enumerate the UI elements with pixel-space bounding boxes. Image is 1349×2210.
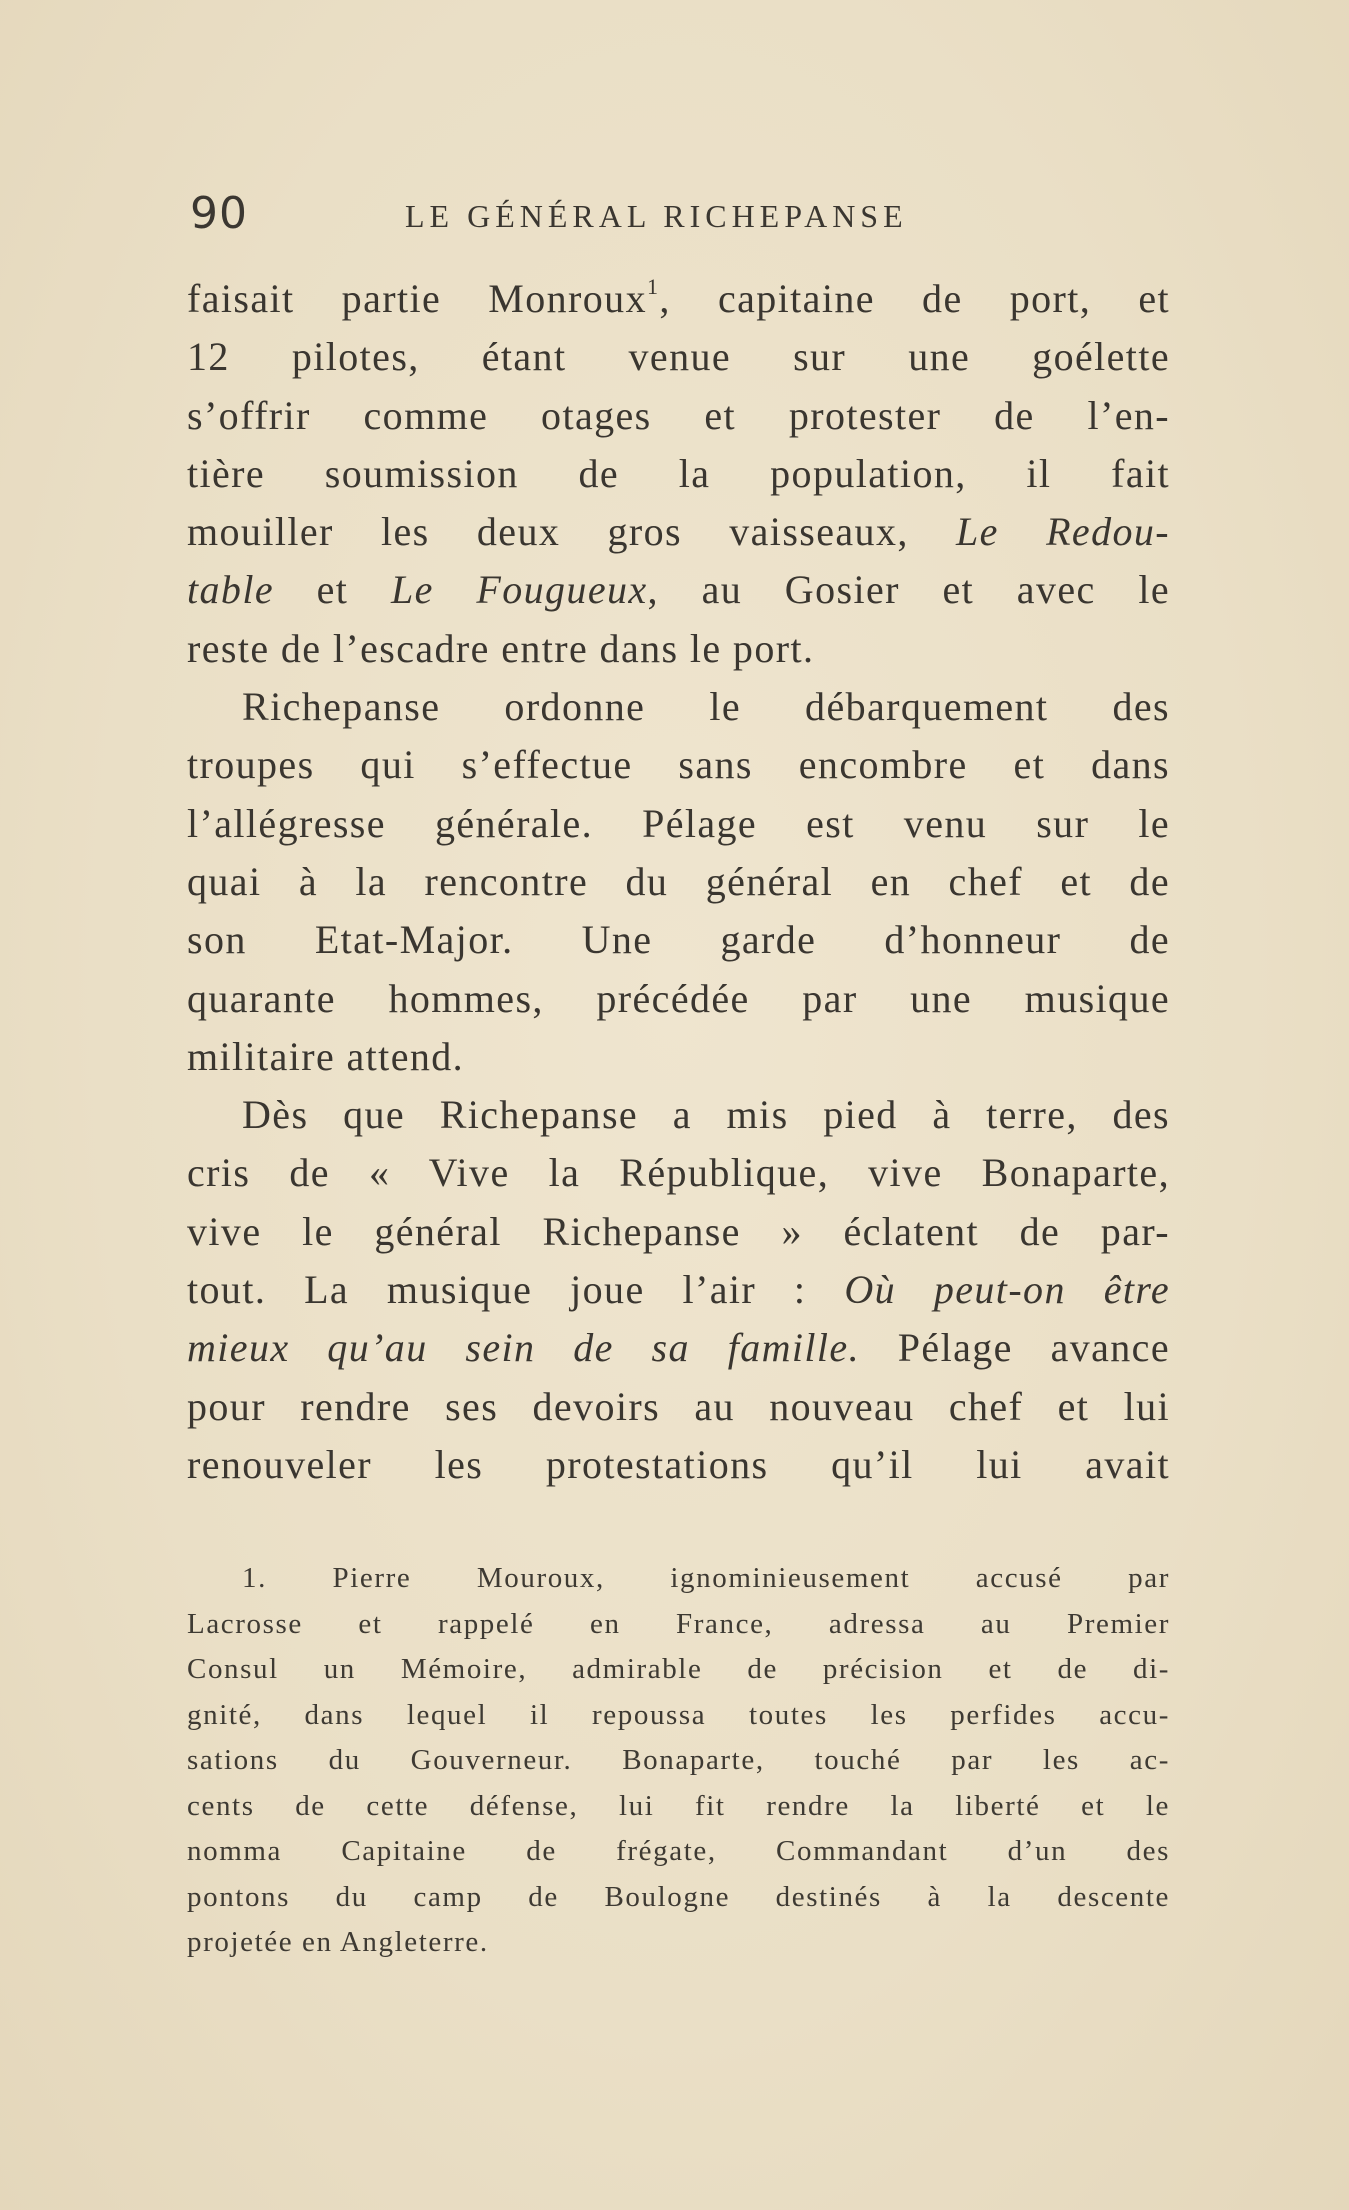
ship-name: Le Fougueux	[390, 567, 648, 613]
footnote-line: Lacrosse et rappelé en France, adressa au Premier	[187, 1607, 1170, 1640]
text-line: mieux qu’au sein de sa famille. Pélage avance	[187, 1325, 1170, 1371]
song-title: Où peut-on être	[844, 1267, 1171, 1313]
text-line: l’allégresse générale. Pélage est venu sur le	[187, 800, 1170, 846]
footnote-line: 1. Pierre Mouroux, ignominieusement accusé par	[242, 1562, 1170, 1594]
ship-name: Le Redou-	[956, 509, 1171, 555]
footnote-line: Consul un Mémoire, admirable de précision et de di-	[187, 1653, 1170, 1685]
song-title: mieux qu’au sein de sa famille.	[187, 1325, 860, 1371]
footnote-line: pontons du camp de Boulogne destinés à la descente	[187, 1880, 1170, 1913]
text-line: reste de l’escadre entre dans le port.	[187, 625, 815, 671]
text-line: tière soumission de la population, il fait	[187, 450, 1170, 496]
text-line: Dès que Richepanse a mis pied à terre, des	[242, 1092, 1170, 1138]
page-header	[190, 188, 1165, 248]
text-line: 12 pilotes, étant venue sur une goélette	[187, 334, 1170, 380]
footnote-line: projetée en Angleterre.	[187, 1926, 489, 1958]
ship-name: table	[187, 567, 274, 613]
text-line: s’offrir comme otages et protester de l’en-	[187, 392, 1170, 438]
text-line: renouveler les protestations qu’il lui avait	[187, 1441, 1170, 1487]
text-line: cris de « Vive la République, vive Bonaparte,	[187, 1150, 1170, 1196]
main-text	[187, 270, 1170, 1494]
text-line: Richepanse ordonne le débarquement des	[242, 684, 1170, 730]
text-line: quai à la rencontre du général en chef et de	[187, 858, 1170, 904]
footnote-marker: 1	[646, 273, 660, 299]
text-line: troupes qui s’effectue sans encombre et dans	[187, 742, 1170, 788]
text-line: pour rendre ses devoirs au nouveau chef et lui	[187, 1383, 1170, 1429]
text-line: vive le général Richepanse » éclatent de par-	[187, 1208, 1170, 1254]
footnote-line: sations du Gouverneur. Bonaparte, touché par les ac-	[187, 1744, 1170, 1776]
text-line: table et Le Fougueux, au Gosier et avec le	[187, 567, 1170, 613]
footnote	[187, 1556, 1170, 1966]
text-line: tout. La musique joue l’air : Où peut-on être	[187, 1267, 1171, 1313]
text-line: mouiller les deux gros vaisseaux, Le Redou-	[187, 509, 1171, 555]
text-line: son Etat-Major. Une garde d’honneur de	[187, 917, 1170, 963]
footnote-line: gnité, dans lequel il repoussa toutes les perfides accu-	[187, 1698, 1170, 1731]
text-line: quarante hommes, précédée par une musique	[187, 975, 1170, 1021]
footnote-line: nomma Capitaine de frégate, Commandant d’un des	[187, 1835, 1170, 1867]
footnote-line: cents de cette défense, lui fit rendre la liberté et le	[187, 1789, 1170, 1822]
text-line: faisait partie Monroux$^1$, capitaine de port, et	[187, 273, 1170, 321]
text-line: militaire attend.	[187, 1033, 465, 1079]
running-title: LE GÉNÉRAL RICHEPANSE	[405, 198, 908, 234]
page-number: 90	[190, 188, 248, 239]
